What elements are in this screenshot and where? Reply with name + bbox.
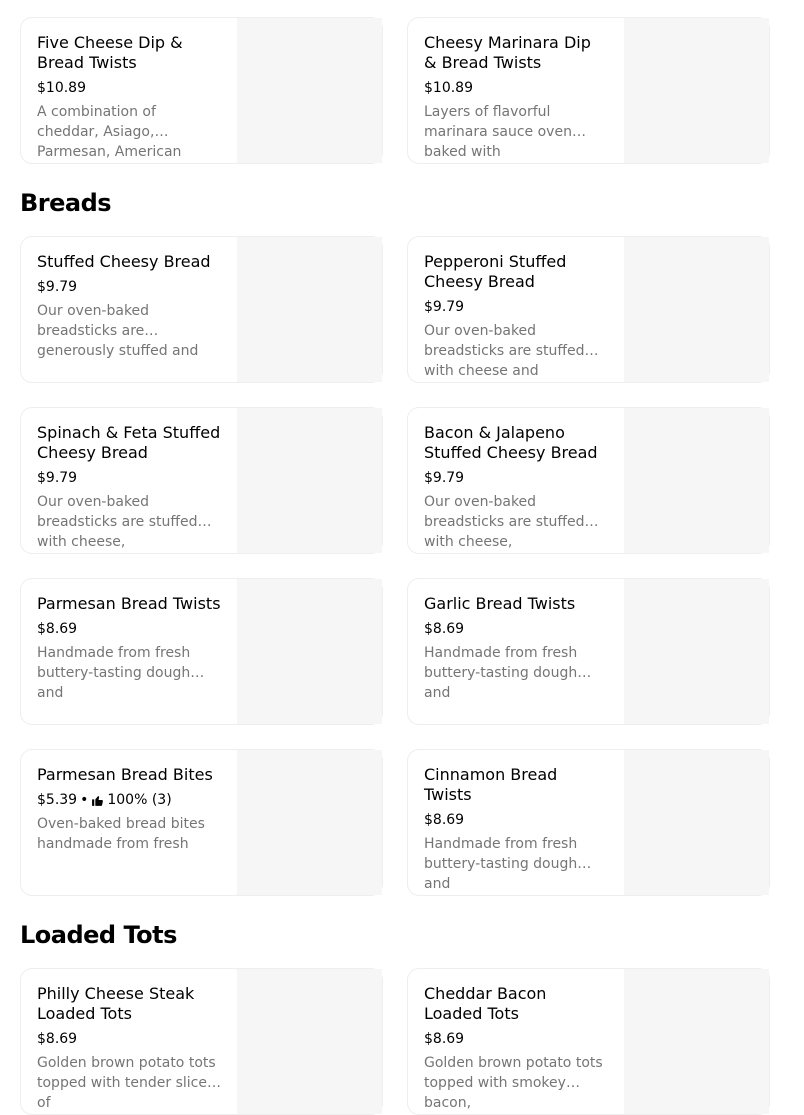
menu-item-description: Layers of flavorful marinara sauce oven baked with	[424, 104, 572, 160]
section-title-loaded-tots: Loaded Tots	[20, 921, 177, 949]
menu-item-image	[624, 408, 769, 553]
menu-item-name: Philly Cheese Steak Loaded Tots	[37, 984, 195, 1023]
menu-item-name: Five Cheese Dip & Bread Twists	[37, 33, 183, 72]
menu-item-card[interactable]	[20, 578, 383, 725]
menu-item-image	[237, 237, 382, 382]
menu-item-price: $9.79	[37, 279, 78, 295]
menu-item-card[interactable]	[20, 236, 383, 383]
menu-item-card[interactable]	[407, 236, 770, 383]
menu-item-price: $9.79	[37, 470, 78, 486]
menu-item-price: $8.69	[424, 1031, 465, 1047]
menu-item-name: Cinnamon Bread Twists	[424, 765, 558, 804]
menu-item-description: Golden brown potato tots topped with tender slices of	[37, 1055, 216, 1111]
menu-item-description: Our oven-baked breadsticks are stuffed with cheese,	[424, 494, 585, 550]
menu-item-card[interactable]	[407, 407, 770, 554]
menu-item-price: $10.89	[37, 80, 86, 96]
menu-item-price: $8.69	[424, 621, 465, 637]
menu-item-image	[624, 18, 769, 163]
menu-item-card[interactable]	[20, 968, 383, 1115]
menu-item-description: Handmade from fresh buttery-tasting dough and	[424, 836, 578, 892]
menu-item-card[interactable]	[407, 17, 770, 164]
menu-item-image	[237, 408, 382, 553]
menu-item-card[interactable]	[407, 968, 770, 1115]
menu-item-card[interactable]	[20, 749, 383, 896]
menu-item-info	[424, 252, 608, 379]
menu-item-description: Our oven-baked breadsticks are generously stuffed and	[37, 303, 199, 359]
menu-item-card[interactable]	[20, 17, 383, 164]
menu-item-description: Our oven-baked breadsticks are stuffed with cheese,	[37, 494, 198, 550]
menu-item-price: $9.79	[424, 470, 465, 486]
menu-item-name: Parmesan Bread Twists	[37, 594, 221, 613]
menu-item-description: Our oven-baked breadsticks are stuffed with cheese and	[424, 323, 585, 379]
menu-item-info	[424, 594, 608, 701]
menu-item-image	[237, 969, 382, 1114]
menu-item-price-rating	[37, 790, 221, 810]
menu-item-image	[624, 750, 769, 895]
menu-item-price: $8.69	[37, 621, 78, 637]
menu-item-description: Golden brown potato tots topped with smokey bacon,	[424, 1055, 603, 1111]
menu-item-image	[237, 579, 382, 724]
menu-item-name: Parmesan Bread Bites	[37, 765, 213, 784]
menu-item-description: A combination of cheddar, Asiago, Parmesan, American	[37, 104, 182, 160]
menu-item-price: $9.79	[424, 299, 465, 315]
menu-item-image	[237, 750, 382, 895]
menu-item-info	[424, 423, 608, 550]
menu-item-price: $8.69	[424, 812, 465, 828]
menu-item-info	[424, 33, 608, 160]
menu-item-price: $10.89	[424, 80, 473, 96]
menu-item-price: $5.39	[37, 792, 78, 808]
menu-item-description: Handmade from fresh buttery-tasting dough and	[424, 645, 578, 701]
menu-item-info	[37, 252, 221, 359]
menu-item-info	[37, 765, 221, 854]
menu-item-description: Oven-baked bread bites handmade from fresh	[37, 816, 205, 852]
menu-item-price: $8.69	[37, 1031, 78, 1047]
menu-item-info	[37, 33, 221, 160]
menu-item-info	[37, 594, 221, 701]
menu-item-name: Bacon & Jalapeno Stuffed Cheesy Bread	[424, 423, 598, 462]
menu-item-card[interactable]	[407, 749, 770, 896]
menu-item-image	[237, 18, 382, 163]
menu-item-image	[624, 579, 769, 724]
menu-item-info	[37, 984, 221, 1111]
menu-item-name: Garlic Bread Twists	[424, 594, 576, 613]
menu-item-image	[624, 969, 769, 1114]
menu-item-image	[624, 237, 769, 382]
menu-item-name: Pepperoni Stuffed Cheesy Bread	[424, 252, 567, 291]
menu-item-rating: 100% (3)	[107, 792, 172, 808]
menu-item-card[interactable]	[407, 578, 770, 725]
thumbs-up-icon	[91, 794, 104, 807]
menu-item-name: Spinach & Feta Stuffed Cheesy Bread	[37, 423, 221, 462]
section-title-breads: Breads	[20, 189, 112, 217]
menu-item-description: Handmade from fresh buttery-tasting dough and	[37, 645, 191, 701]
menu-item-card[interactable]	[20, 407, 383, 554]
menu-item-info	[424, 984, 608, 1111]
menu-item-info	[37, 423, 221, 550]
separator-dot: •	[80, 792, 89, 808]
menu-item-name: Cheesy Marinara Dip & Bread Twists	[424, 33, 591, 72]
menu-item-name: Cheddar Bacon Loaded Tots	[424, 984, 547, 1023]
menu-item-info	[424, 765, 608, 892]
menu-item-name: Stuffed Cheesy Bread	[37, 252, 211, 271]
